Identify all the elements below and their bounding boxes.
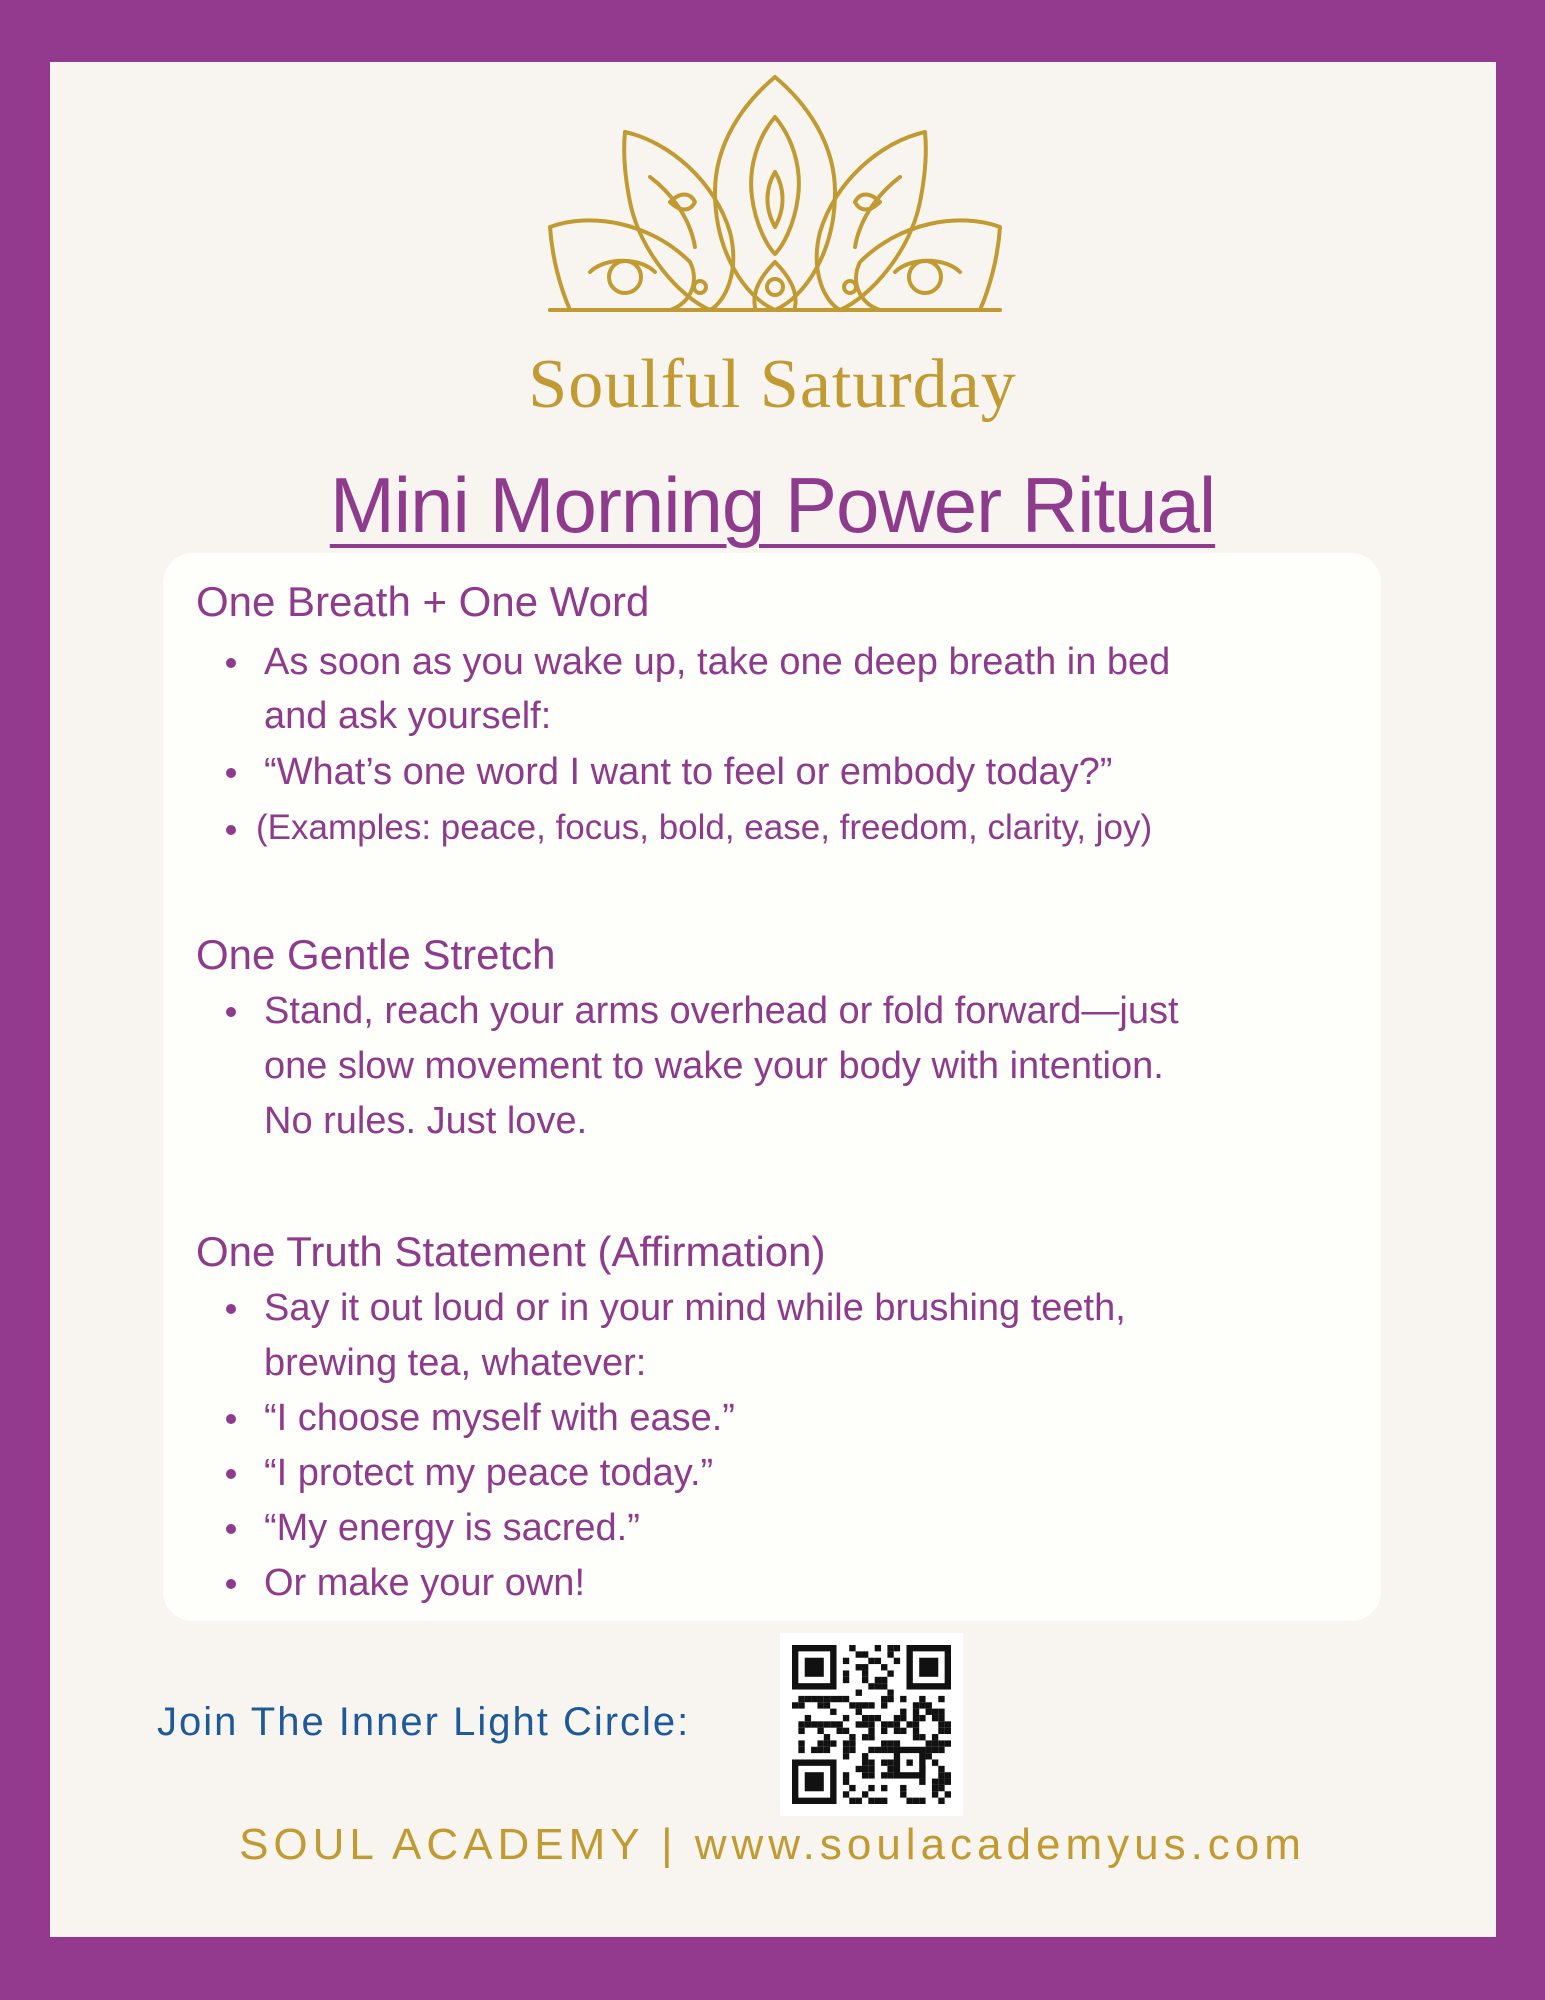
bullet-icon — [226, 1524, 236, 1534]
bullet-icon — [226, 825, 236, 835]
lotus-mandala-icon — [530, 72, 1020, 322]
bullet-icon — [226, 658, 236, 668]
qr-code[interactable] — [780, 1633, 963, 1816]
list-item-continuation: and ask yourself: — [264, 695, 552, 737]
section-title-breath: One Breath + One Word — [196, 578, 650, 625]
bullet-icon — [226, 1414, 236, 1424]
bullet-icon — [226, 1469, 236, 1479]
section-title-affirmation: One Truth Statement (Affirmation) — [196, 1228, 826, 1275]
list-item-continuation: brewing tea, whatever: — [264, 1342, 647, 1384]
bullet-icon — [226, 768, 236, 778]
list-item-continuation: one slow movement to wake your body with intention. — [264, 1045, 1164, 1087]
qr-code-icon — [792, 1645, 951, 1804]
bullet-icon — [226, 1579, 236, 1589]
list-item-continuation: No rules. Just love. — [264, 1100, 588, 1142]
bullet-icon — [226, 1007, 236, 1017]
page-title — [0, 460, 1545, 551]
bullet-icon — [226, 1304, 236, 1314]
brand-title: Soulful Saturday — [528, 346, 1017, 423]
footer-text: SOUL ACADEMY | www.soulacademyus.com — [239, 1820, 1306, 1869]
join-label: Join The Inner Light Circle: — [157, 1700, 691, 1744]
section-title-stretch: One Gentle Stretch — [196, 931, 556, 978]
page-title-text: Mini Morning Power Ritual — [329, 461, 1216, 549]
